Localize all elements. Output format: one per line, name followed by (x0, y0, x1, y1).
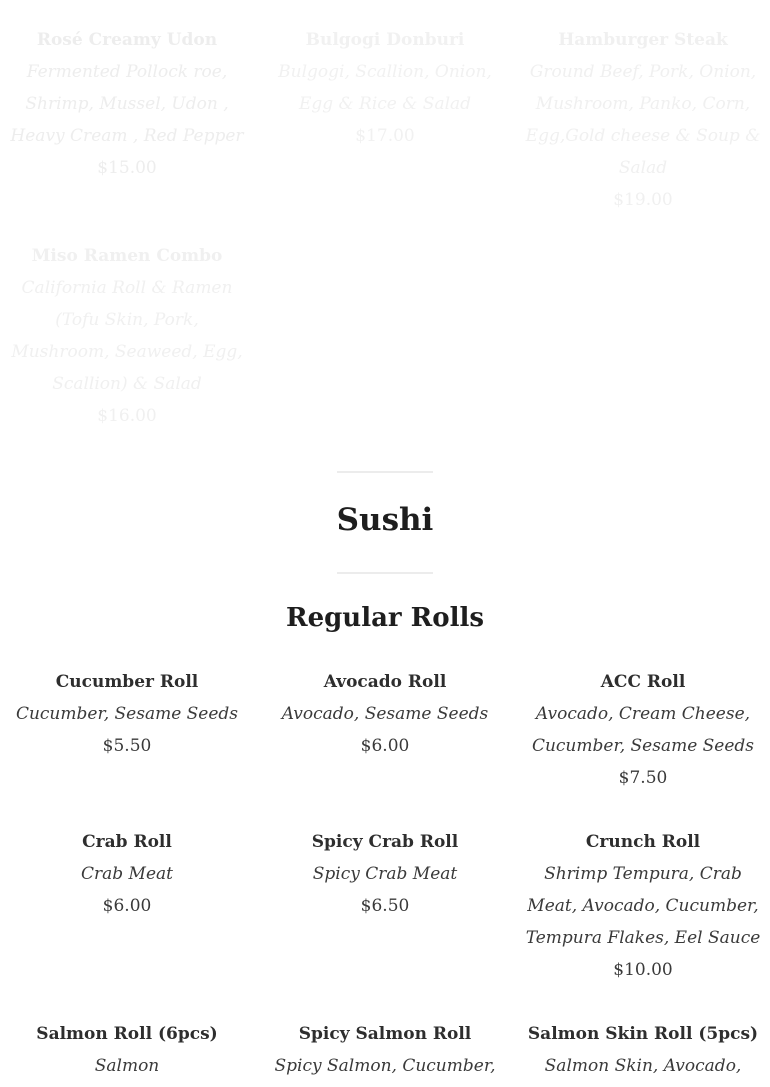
menu-item-description: Avocado, Cream Cheese, Cucumber, Sesame Seeds (531, 704, 755, 756)
menu-item[interactable] (0, 1018, 256, 1082)
menu-item-description: Fermented Pollock roe, Shrimp, Mussel, Udon , Heavy Cream , Red Pepper (10, 62, 244, 146)
menu-item-name: Bulgogi Donburi (305, 30, 465, 50)
section-title: Sushi (336, 502, 434, 538)
previous-menu-grid (0, 24, 770, 432)
menu-item[interactable] (256, 826, 514, 986)
menu-item-description: Cucumber, Sesame Seeds (15, 704, 239, 724)
menu-item-price: $16.00 (97, 406, 157, 426)
menu-item[interactable] (256, 24, 514, 216)
section-divider-bottom (337, 572, 433, 574)
sushi-menu-grid (0, 666, 770, 1082)
menu-item-description: Ground Beef, Pork, Onion, Mushroom, Panko, Corn, Egg,Gold cheese & Soup & Salad (525, 62, 761, 178)
menu-item[interactable] (0, 826, 256, 986)
menu-item-name: ACC Roll (600, 672, 686, 692)
menu-item-description: California Roll & Ramen (Tofu Skin, Pork, Mushroom, Seaweed, Egg, Scallion) & Salad (11, 278, 243, 394)
menu-item[interactable] (0, 24, 256, 216)
menu-item-price: $6.00 (360, 736, 410, 756)
menu-item-name: Rosé Creamy Udon (36, 30, 218, 50)
menu-item[interactable] (514, 1018, 770, 1082)
menu-item-name: Cucumber Roll (55, 672, 199, 692)
menu-item-description: Shrimp Tempura, Crab Meat, Avocado, Cucumber, Tempura Flakes, Eel Sauce (525, 864, 761, 948)
menu-item-price: $6.00 (102, 896, 152, 916)
menu-item-name: Salmon Skin Roll (5pcs) (527, 1024, 759, 1044)
menu-item[interactable] (514, 666, 770, 794)
menu-item-description: Spicy Crab Meat (312, 864, 458, 884)
menu-item[interactable] (0, 666, 256, 794)
menu-item-description: Spicy Salmon, Cucumber, (274, 1056, 496, 1076)
menu-item[interactable] (514, 826, 770, 986)
menu-item[interactable] (0, 240, 256, 432)
menu-item-description: Crab Meat (81, 864, 173, 884)
menu-item-price: $7.50 (618, 768, 668, 788)
menu-item-name: Crunch Roll (585, 832, 701, 852)
menu-item-name: Hamburger Steak (558, 30, 728, 50)
menu-item-name: Spicy Salmon Roll (298, 1024, 472, 1044)
menu-item-description: Bulgogi, Scallion, Onion, Egg & Rice & Salad (278, 62, 492, 114)
menu-item-description: Salmon Skin, Avocado, (544, 1056, 742, 1076)
menu-item-description: Avocado, Sesame Seeds (281, 704, 489, 724)
menu-item-price: $6.50 (360, 896, 410, 916)
subsection-title: Regular Rolls (285, 603, 485, 633)
menu-item-name: Avocado Roll (323, 672, 447, 692)
menu-item-name: Miso Ramen Combo (31, 246, 223, 266)
menu-item-price: $15.00 (97, 158, 157, 178)
menu-item-name: Salmon Roll (6pcs) (36, 1024, 218, 1044)
menu-item-price: $5.50 (102, 736, 152, 756)
menu-item-price: $19.00 (613, 190, 673, 210)
menu-item-price: $17.00 (355, 126, 415, 146)
menu-item[interactable] (514, 24, 770, 216)
menu-item-name: Spicy Crab Roll (311, 832, 459, 852)
menu-item-name: Crab Roll (82, 832, 172, 852)
menu-item-price: $10.00 (613, 960, 673, 980)
menu-item-description: Salmon (94, 1056, 160, 1076)
menu-item[interactable] (256, 666, 514, 794)
section-divider-top (337, 471, 433, 473)
menu-item[interactable] (256, 1018, 514, 1082)
